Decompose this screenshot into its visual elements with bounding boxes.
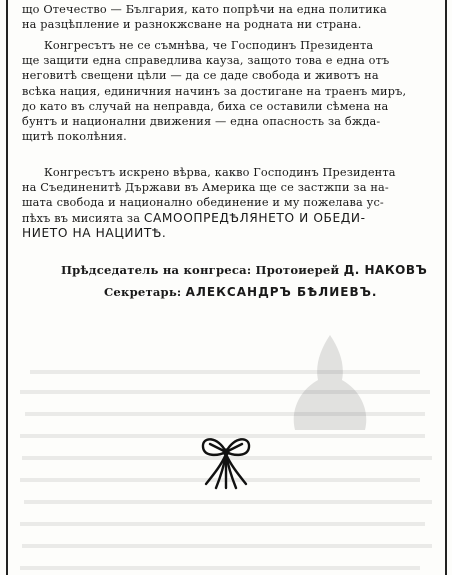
chairman-signature — [61, 263, 427, 277]
paragraph-line: бунтъ и национални движения — една опасность за бжда- — [22, 115, 381, 129]
paragraph-line: Конгресътъ искрено вѣрва, какво Господинъ Президента — [44, 166, 396, 179]
paragraph-line: щитѣ поколѣния. — [22, 130, 127, 144]
chairman-name: Д. НАКОВЪ — [343, 263, 428, 277]
secretary-label: Секретарь: — [104, 285, 182, 299]
paragraph-line: Конгресътъ не се съмнѣва, че Господинъ Президента — [44, 39, 374, 52]
left-border-rule — [6, 0, 8, 575]
ribbon-bow-ornament-icon — [196, 430, 256, 492]
paragraph-line: неговитѣ свещени цѣли — да се даде свобода и животъ на — [22, 69, 379, 83]
paragraph-line: до като въ случай на неправда, биха се оставили сѣмена на — [22, 99, 389, 113]
secretary-name: АЛЕКСАНДРЪ БѢЛИЕВЪ. — [185, 285, 378, 299]
paragraph-line-caps: НИЕТО НА НАЦИИТѢ. — [22, 225, 167, 240]
paragraph-line-lead: пѣхъ въ мисията за — [22, 211, 144, 225]
intro-paragraph — [22, 2, 427, 32]
paragraph-line: на Съединенитѣ Държави въ Америка ще се застжпи за на- — [22, 181, 389, 195]
intro-line: на разцѣпление и разнокжсване на родната ни страна. — [22, 18, 362, 32]
chairman-label: Прѣдседатель на конгреса: Протоиерей — [61, 263, 340, 277]
intro-line: що Отечество — България, като попрѣчи на една политика — [22, 3, 387, 16]
paragraph-line: ще защити една справедлива кауза, защото това е една отъ — [22, 54, 390, 68]
congress-belief-paragraph — [22, 165, 427, 241]
self-determination-caps: САМООПРЕДѢЛЯНЕТО И ОБЕДИ- — [143, 210, 366, 225]
paragraph-line-with-caps — [22, 211, 427, 226]
right-border-rule — [445, 0, 447, 575]
congress-doubt-paragraph — [22, 38, 427, 144]
paragraph-line: шата свобода и национално обединение и му пожелава ус- — [22, 196, 384, 210]
secretary-signature — [104, 285, 377, 299]
paragraph-line: всѣка нация, единичния начинъ за достигане на траенъ миръ, — [22, 84, 407, 98]
bleed-through-figure-shadow — [260, 330, 400, 450]
